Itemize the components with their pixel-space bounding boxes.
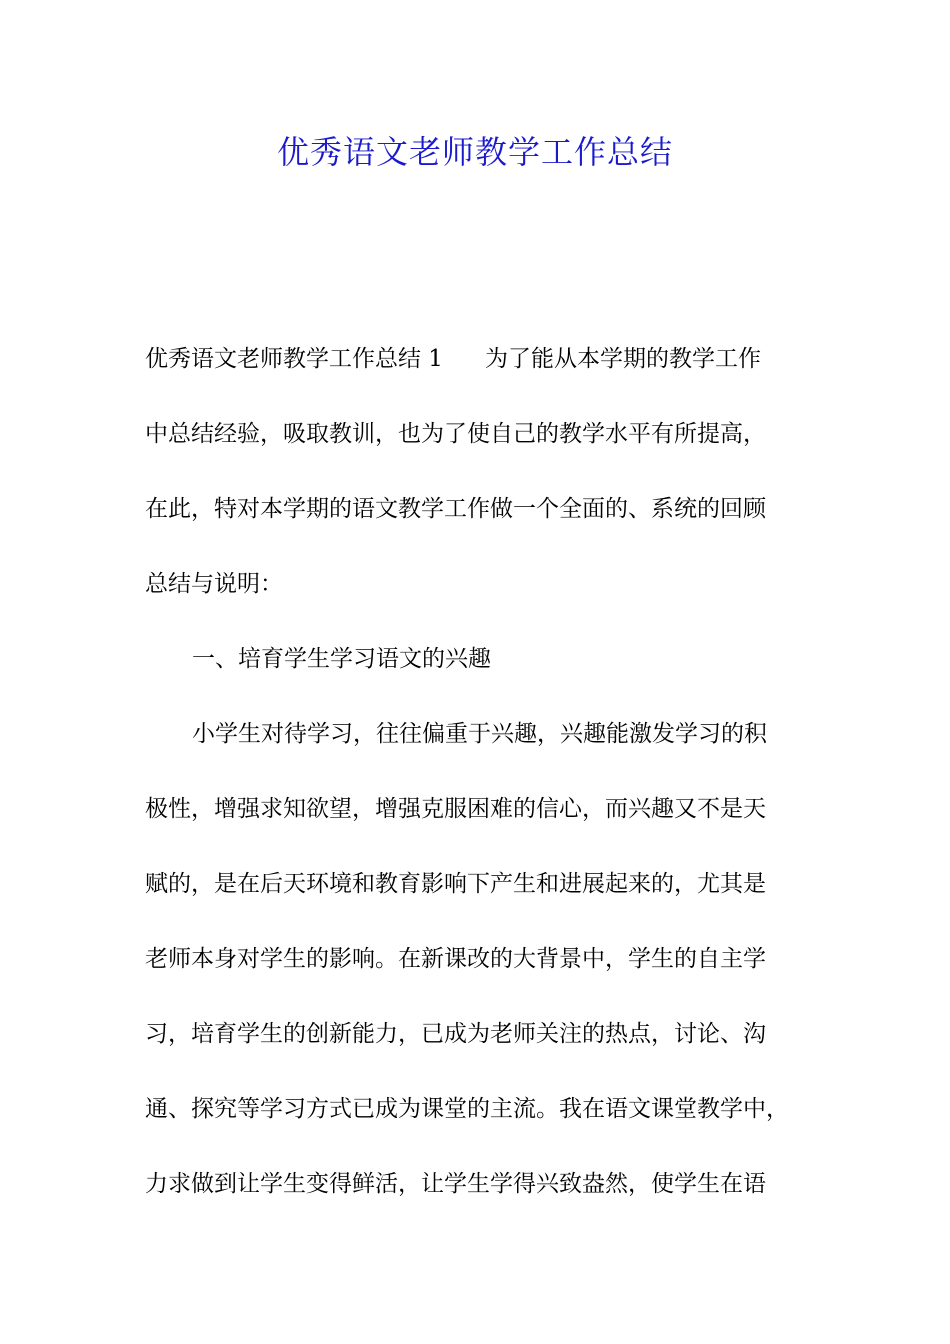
paragraph-line [145,341,825,377]
paragraph-line: 赋的，是在后天环境和教育影响下产生和进展起来的，尤其是 [145,871,766,897]
section-heading: 一、培育学生学习语文的兴趣 [192,646,491,672]
paragraph-line: 老师本身对学生的影响。在新课改的大背景中，学生的自主学 [145,946,766,972]
paragraph-line: 习，培育学生的创新能力，已成为老师关注的热点，讨论、沟 [145,1021,766,1047]
section-heading-inline: 优秀语文老师教学工作总结 1 [145,346,443,372]
document-title: 优秀语文老师教学工作总结 [276,133,673,171]
paragraph-line: 通、探究等学习方式已成为课堂的主流。我在语文课堂教学中， [145,1096,789,1122]
paragraph-line: 小学生对待学习，往往偏重于兴趣，兴趣能激发学习的积 [192,721,767,747]
paragraph-line: 总结与说明： [145,571,283,597]
paragraph-text: 为了能从本学期的教学工作 [484,346,761,372]
paragraph-line: 极性，增强求知欲望，增强克服困难的信心，而兴趣又不是天 [145,796,766,822]
paragraph-line: 中总结经验，吸取教训，也为了使自己的教学水平有所提高， [145,421,766,447]
paragraph-line: 在此，特对本学期的语文教学工作做一个全面的、系统的回顾 [145,496,766,522]
paragraph-line: 力求做到让学生变得鲜活，让学生学得兴致盎然，使学生在语 [145,1171,766,1197]
